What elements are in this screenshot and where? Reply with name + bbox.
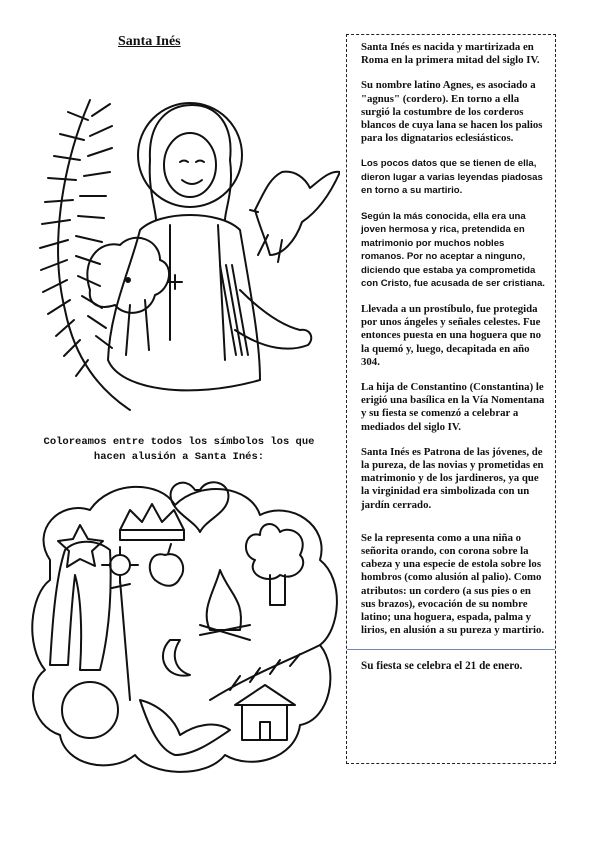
lamb-icon bbox=[87, 238, 169, 355]
name-paragraph: Su nombre latino Agnes, es asociado a "agnus" (cordero). En torno a ella surgió la costumbre de los corderos blancos de cuya lana se hacen los palios para los dignatarios eclesiásticos. bbox=[361, 79, 543, 145]
saint-ines-illustration bbox=[20, 60, 340, 420]
dove-bottom-icon bbox=[140, 700, 230, 755]
flower-icon bbox=[102, 547, 138, 583]
dove-icon bbox=[250, 172, 340, 262]
legend-detail-paragraph: Según la más conocida, ella era una joven hermosa y rica, pretendida en matrimonio por muchos nobles romanos. Por no aceptar a ninguno, diciendo que estaba ya comprometida con Cristo, fue acusada de ser cristiana. bbox=[361, 210, 545, 290]
patronage-paragraph: Santa Inés es Patrona de las jóvenes, de la pureza, de las novias y prometidas en matrimonio y de los jardineros, ya que la virginidad era simbolizada con un jardín cerrado. bbox=[361, 445, 544, 511]
house-icon bbox=[235, 685, 295, 740]
basilica-paragraph: La hija de Constantino (Constantina) le erigió una basílica en la Vía Nomentana y su fiesta se comenzó a celebrar a mediados del siglo IV. bbox=[361, 380, 545, 433]
apple-icon bbox=[150, 544, 183, 586]
sword-icon bbox=[112, 580, 130, 700]
instruction-text: Coloreamos entre todos los símbolos los que hacen alusión a Santa Inés: bbox=[43, 436, 315, 463]
star-icon bbox=[58, 525, 103, 567]
palm-frond-icon bbox=[40, 100, 130, 410]
page-title: Santa Inés bbox=[118, 34, 181, 49]
halo-icon bbox=[138, 103, 242, 207]
moon-icon bbox=[163, 640, 190, 676]
martyrdom-paragraph: Llevada a un prostíbulo, fue protegida por unos ángeles y señales celestes. Fue entonces puesta en una hoguera que no la quemó y, luego, decapitada en año 304. bbox=[361, 302, 541, 368]
tree-icon bbox=[246, 524, 303, 605]
stole-icon bbox=[50, 542, 111, 670]
crown-icon bbox=[120, 504, 184, 540]
intro-paragraph: Santa Inés es nacida y martirizada en Roma en la primera mitad del siglo IV. bbox=[361, 41, 540, 67]
symbols-cloud-illustration bbox=[20, 470, 350, 780]
palm-leaf-icon bbox=[210, 645, 320, 700]
divider bbox=[347, 649, 555, 650]
fire-icon bbox=[200, 570, 250, 640]
legends-paragraph: Los pocos datos que se tienen de ella, dieron lugar a varias leyendas piadosas en torno a su martirio. bbox=[361, 158, 543, 197]
representation-paragraph: Se la representa como a una niña o señorita orando, con corona sobre la cabeza y una especie de estola sobre los hombros (como alusión al palio). Como atributos: un cordero (a sus pies o en sus brazos), evocación de su nombre latino; una hoguera, espada, palma y lirios, en alusión a su pureza y martirio. bbox=[361, 531, 545, 637]
feast-day-footer: Su fiesta se celebra el 21 de enero. bbox=[361, 660, 523, 673]
globe-icon bbox=[62, 682, 118, 738]
info-textbox bbox=[346, 34, 556, 764]
